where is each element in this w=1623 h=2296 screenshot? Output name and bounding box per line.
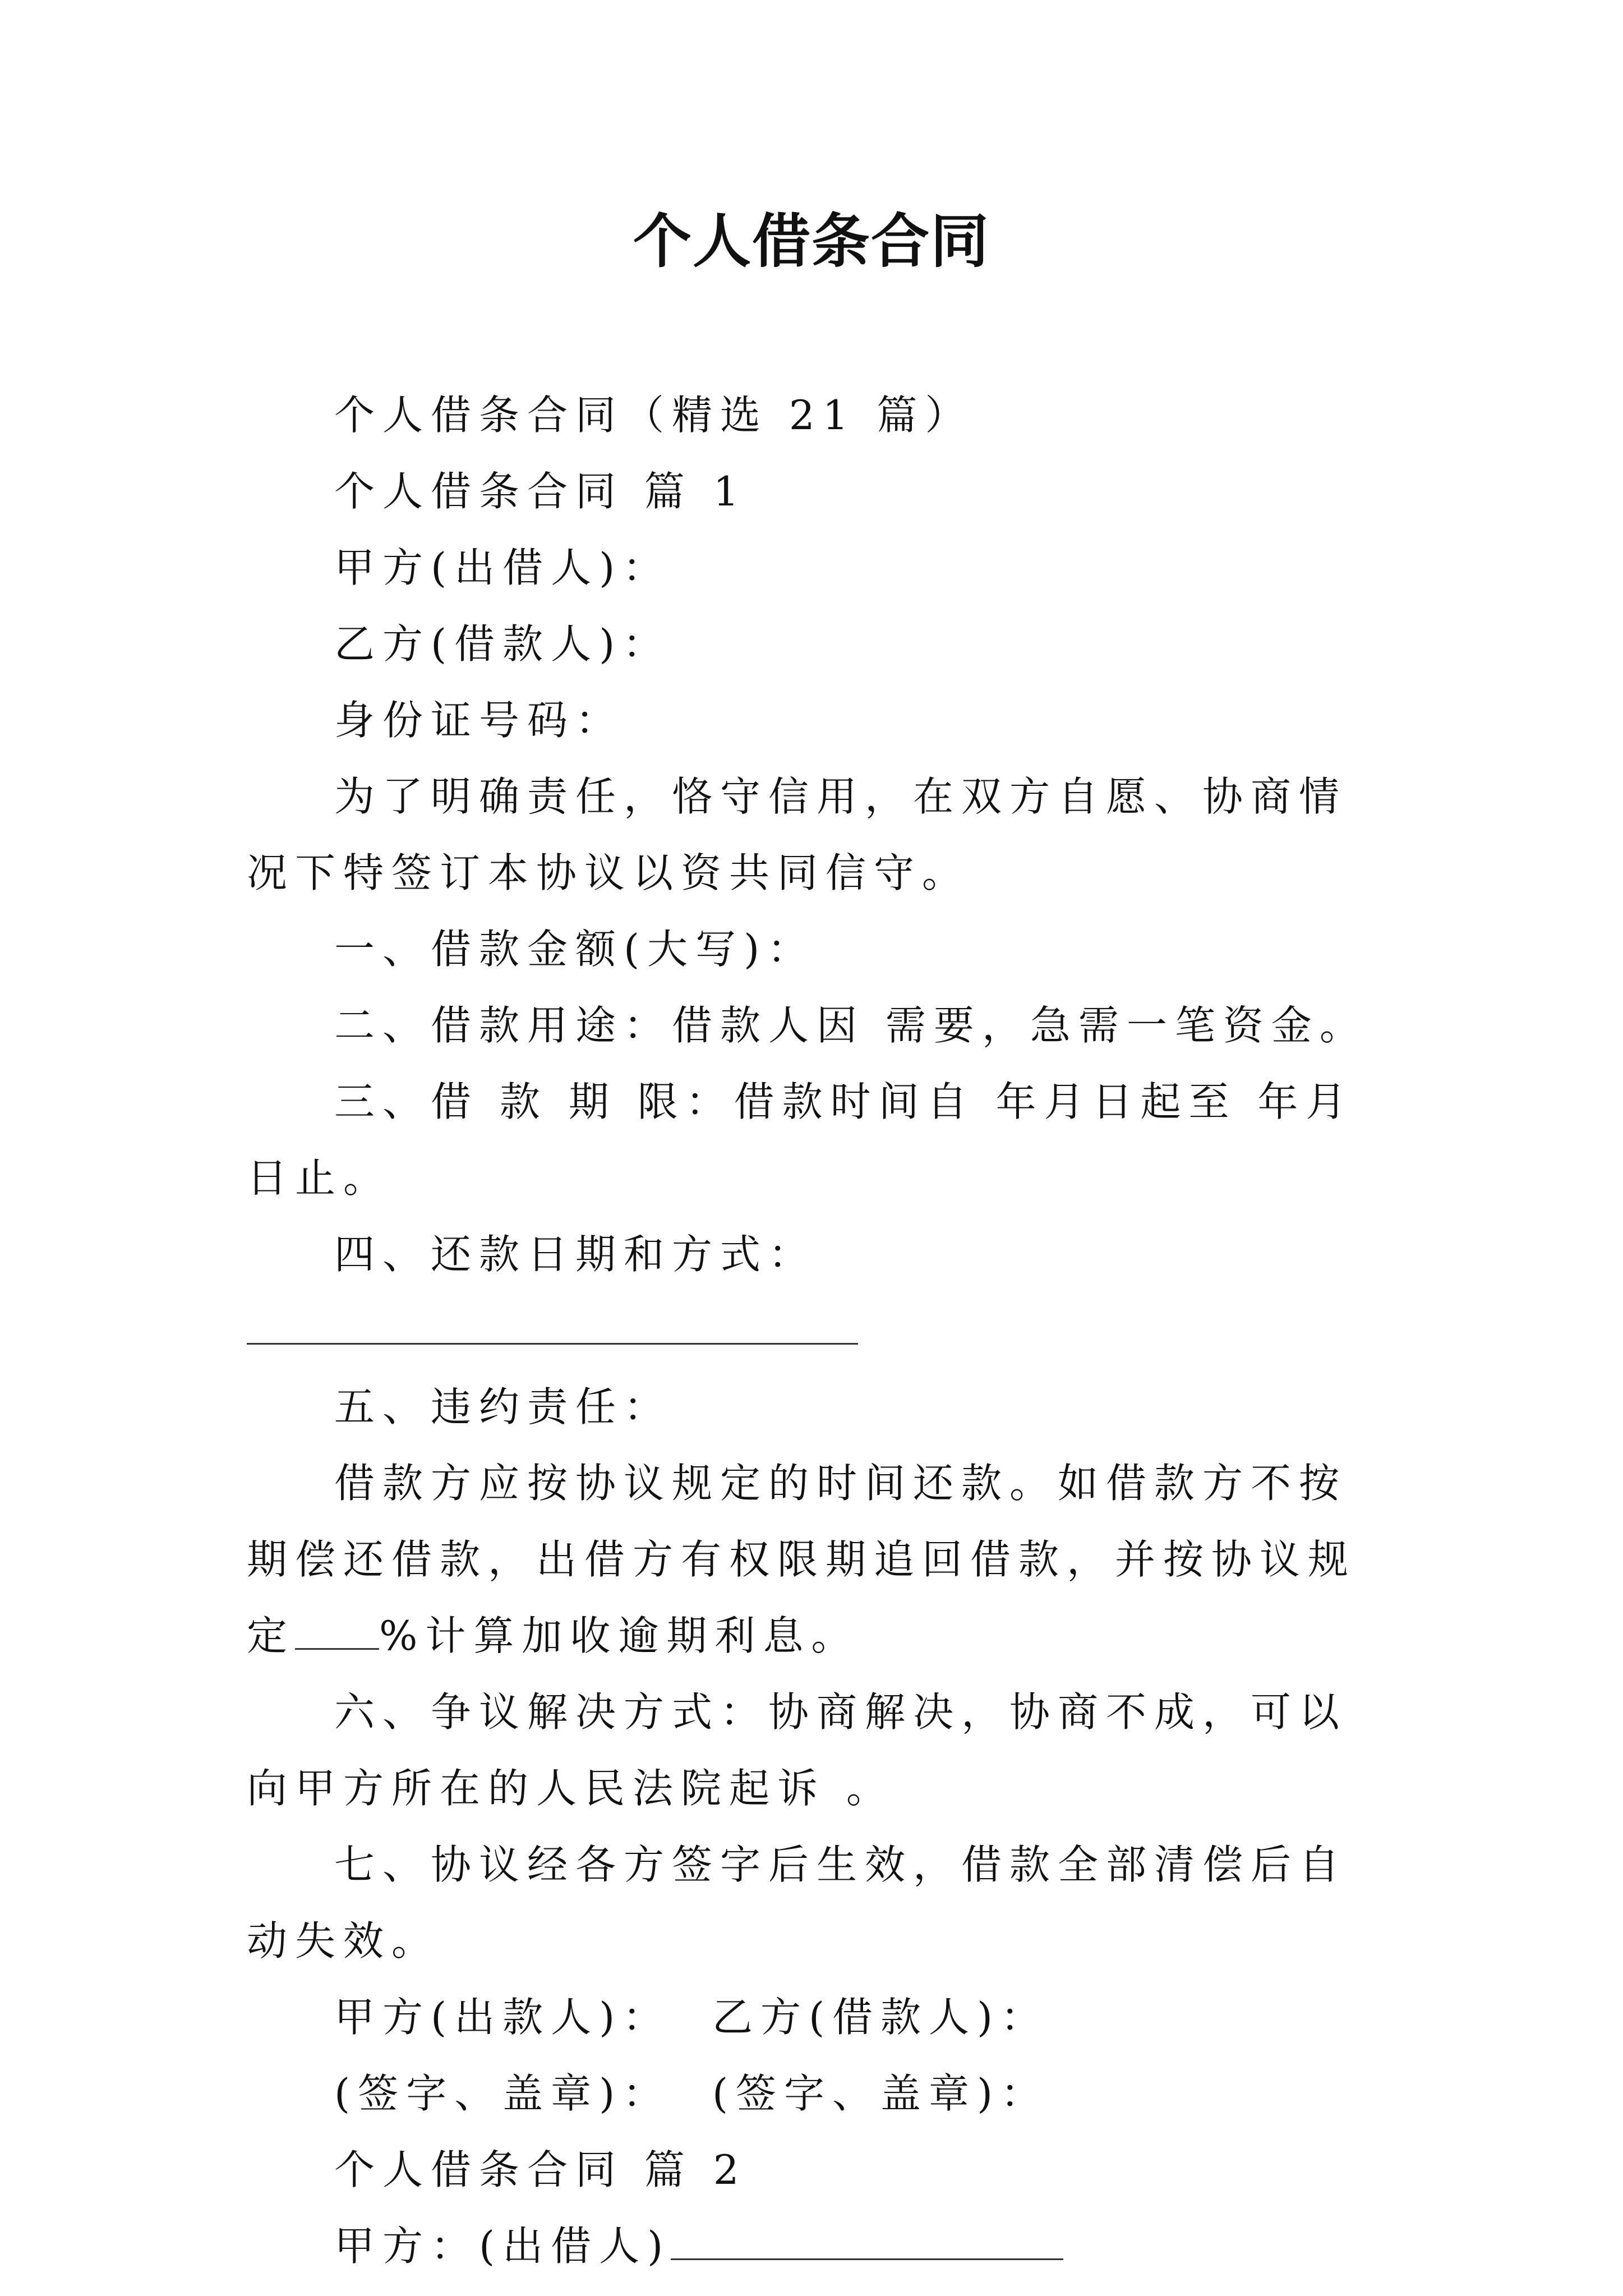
clause-effective: 七、协议经各方签字后生效，借款全部清偿后自动失效。	[247, 1841, 1348, 1964]
signature-seal: (签字、盖章)： (签字、盖章)：	[334, 2070, 1049, 2117]
purpose-paragraph: 为了明确责任，恪守信用，在双方自愿、协商情况下特签订本协议以资共同信守。	[247, 773, 1348, 896]
id-number-line: 身份证号码：	[334, 697, 624, 744]
interest-rate-blank	[295, 1614, 379, 1650]
clause-dispute: 六、争议解决方式：协商解决，协商不成，可以向甲方所在的人民法院起诉 。	[247, 1688, 1348, 1812]
clause-term: 三、借 款 期 限：借款时间自 年月日起至 年月日止。	[247, 1078, 1354, 1202]
section-title-1: 个人借条合同 篇 1	[334, 468, 747, 515]
sec2-lender-label: 甲方：(出借人)	[334, 2223, 671, 2270]
sec2-lender-blank	[671, 2225, 1063, 2260]
signature-parties: 甲方(出款人)： 乙方(借款人)：	[334, 1994, 1049, 2041]
repayment-blank-line	[247, 1309, 858, 1345]
document-title: 个人借条合同	[633, 206, 990, 275]
breach-text-a: 借款方应按协议规定的时间还款。如借款方不按期偿还借款，出借方有权限期追回借款，并按协议规定	[247, 1460, 1357, 1659]
breach-paragraph	[247, 1445, 1385, 1674]
sec2-lender-line	[247, 2208, 1385, 2284]
breach-text-b: %计算加收逾期利息。	[379, 1612, 860, 1659]
clause-repayment	[247, 1216, 1385, 1369]
collection-heading: 个人借条合同（精选 21 篇）	[334, 392, 974, 439]
clause-amount: 一、借款金额(大写)：	[334, 926, 816, 973]
lender-line: 甲方(出借人)：	[334, 544, 671, 591]
borrower-line: 乙方(借款人)：	[334, 620, 671, 668]
clause-repayment-label: 四、还款日期和方式：	[334, 1231, 817, 1278]
clause-breach: 五、违约责任：	[334, 1383, 672, 1430]
section-title-2: 个人借条合同 篇 2	[334, 2146, 747, 2193]
clause-usage: 二、借款用途：借款人因 需要，急需一笔资金。	[334, 1002, 1368, 1049]
document-body	[247, 377, 1385, 2284]
